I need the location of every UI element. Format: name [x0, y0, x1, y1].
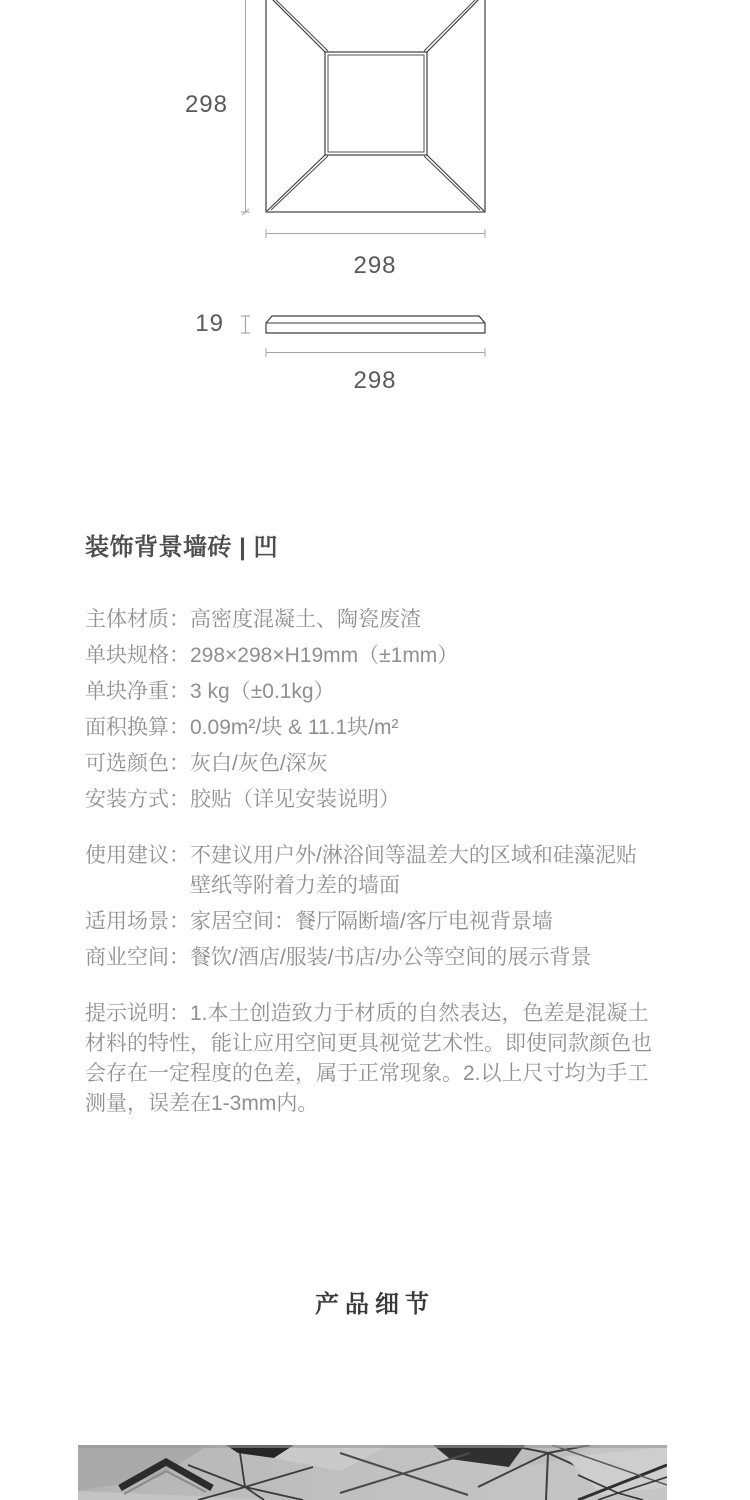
- spec-value: 灰白/灰色/深灰: [190, 752, 328, 775]
- spec-row-install: [85, 785, 667, 815]
- product-photo: [78, 1445, 667, 1500]
- spec-label: 安装方式：: [85, 788, 190, 811]
- spec-value: 298×298×H19mm（±1mm）: [190, 644, 459, 667]
- spec-row-weight: [85, 677, 667, 707]
- side-width-dimension-line: [266, 348, 485, 357]
- spec-row-size: [85, 641, 667, 671]
- spec-label: 主体材质：: [85, 608, 190, 631]
- product-info: [85, 533, 667, 1119]
- spec-value: 胶贴（详见安装说明）: [190, 788, 400, 811]
- spec-label: 商业空间：: [85, 946, 190, 969]
- notes-paragraph: [85, 999, 667, 1119]
- tile-side-view: [266, 316, 485, 333]
- spec-value: 3 kg（±0.1kg）: [190, 680, 335, 703]
- spec-label: 可选颜色：: [85, 752, 190, 775]
- spec-label: 使用建议：: [85, 844, 190, 867]
- spec-value: 家居空间：餐厅隔断墙/客厅电视背景墙: [190, 910, 553, 933]
- front-width-label: 298: [353, 252, 397, 279]
- spec-row-area: [85, 713, 667, 743]
- spec-label: 单块净重：: [85, 680, 190, 703]
- spec-value: 餐饮/酒店/服装/书店/办公等空间的展示背景: [190, 946, 592, 969]
- side-thickness-dimension-line: [241, 316, 250, 333]
- notes-text: 1.本土创造致力于材质的自然表达，色差是混凝土材料的特性，能让应用空间更具视觉艺术性。即使同款颜色也会存在一定程度的色差，属于正常现象。2.以上尺寸均为手工测量，误差在1-3mm内。: [85, 1002, 652, 1115]
- product-photo-graphic: [78, 1445, 667, 1500]
- front-height-dimension-line: [241, 0, 250, 215]
- spec-row-usage-advice: [85, 841, 667, 901]
- front-width-dimension-line: [266, 229, 485, 238]
- spec-label: 面积换算：: [85, 716, 190, 739]
- spec-value: 0.09m²/块 & 11.1块/m²: [190, 716, 399, 739]
- spec-row-colors: [85, 749, 667, 779]
- spec-value: 不建议用户外/淋浴间等温差大的区域和硅藻泥贴壁纸等附着力差的墙面: [190, 844, 637, 897]
- spec-row-home-scenes: [85, 907, 667, 937]
- spec-value: 高密度混凝土、陶瓷废渣: [190, 608, 421, 631]
- notes-label: 提示说明：: [85, 1002, 190, 1025]
- tile-dimension-diagram: [0, 0, 750, 402]
- spec-row-commercial-scenes: [85, 943, 667, 973]
- spec-label: 适用场景：: [85, 910, 190, 933]
- tile-front-view: [266, 0, 485, 212]
- product-details-heading: 产品细节: [315, 1291, 435, 1318]
- side-width-label: 298: [353, 367, 397, 394]
- product-title: 装饰背景墙砖 | 凹: [85, 534, 279, 561]
- spec-row-material: [85, 605, 667, 635]
- front-height-label: 298: [184, 91, 228, 118]
- spec-label: 单块规格：: [85, 644, 190, 667]
- side-thickness-label: 19: [195, 310, 224, 337]
